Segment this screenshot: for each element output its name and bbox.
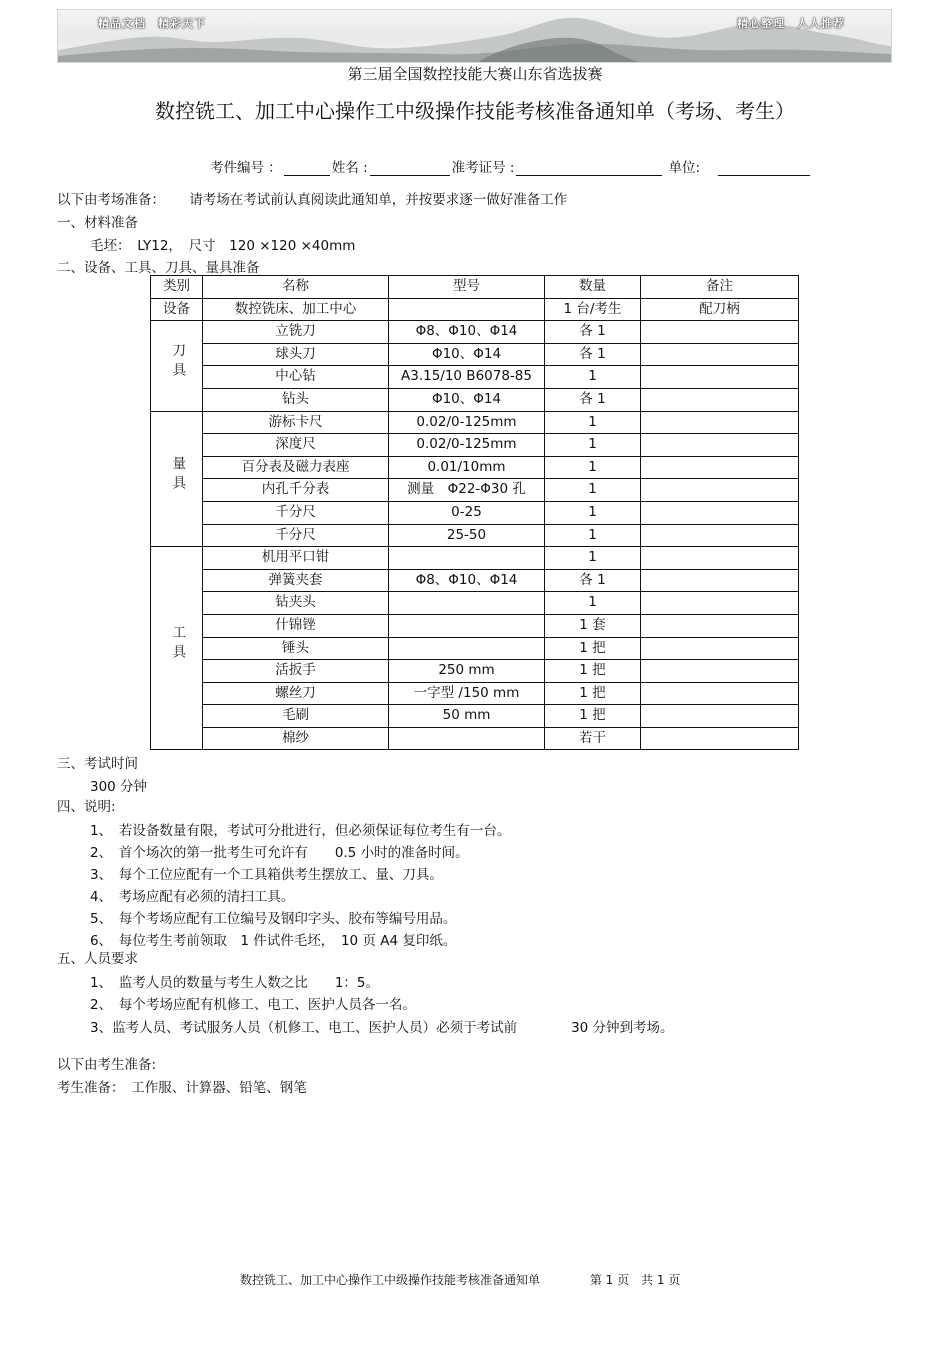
contest-subtitle: 第三届全国数控技能大赛山东省选拔赛: [347, 65, 603, 83]
table-row: [151, 298, 799, 321]
category-label: 工具: [169, 625, 186, 664]
ticket-label: 准考证号 :: [451, 160, 515, 176]
table-header-row: [151, 276, 799, 299]
category-cell-tools: [151, 547, 203, 750]
cell-name: 活扳手: [203, 660, 389, 683]
cell-model: [389, 614, 545, 637]
unit-field[interactable]: [718, 159, 810, 176]
cell-model: Φ8、Φ10、Φ14: [389, 321, 545, 344]
cell-model: 0-25: [389, 501, 545, 524]
cell-qty: 1: [545, 411, 641, 434]
cell-model: [389, 298, 545, 321]
section2-heading: 二、设备、工具、刀具、量具准备: [57, 260, 260, 276]
cell-qty: 1 把: [545, 705, 641, 728]
cell-note: [641, 682, 799, 705]
header-banner: [57, 9, 892, 63]
cell-model: 50 mm: [389, 705, 545, 728]
cell-name: 棉纱: [203, 727, 389, 750]
cell-note: [641, 321, 799, 344]
section5-item-1: 1、 监考人员的数量与考生人数之比 1：5。: [90, 975, 380, 991]
cell-qty: 1: [545, 479, 641, 502]
cell-name: 螺丝刀: [203, 682, 389, 705]
section5-item-3: 3、监考人员、考试服务人员（机修工、电工、医护人员）必须于考试前 30 分钟到考场。: [90, 1020, 674, 1036]
cell-name: 钻夹头: [203, 592, 389, 615]
section1-item: 毛坯： LY12， 尺寸 120 ×120 ×40mm: [90, 238, 356, 254]
category-cell-tools-cutting: [151, 321, 203, 411]
intro-line: [57, 188, 567, 208]
page-footer: [240, 1271, 680, 1288]
cell-qty: 各 1: [545, 569, 641, 592]
section5-heading: 五、人员要求: [57, 951, 138, 967]
cell-note: [641, 343, 799, 366]
table-row: [151, 592, 799, 615]
cell-note: [641, 388, 799, 411]
cell-note: 配刀柄: [641, 298, 799, 321]
candidate-text: 考生准备： 工作服、计算器、铅笔、钢笔: [57, 1080, 307, 1096]
cell-name: 千分尺: [203, 524, 389, 547]
cell-qty: 1: [545, 547, 641, 570]
cell-name: 机用平口钳: [203, 547, 389, 570]
cell-note: [641, 727, 799, 750]
cell-name: 立铣刀: [203, 321, 389, 344]
table-row: [151, 660, 799, 683]
cell-qty: 1 套: [545, 614, 641, 637]
cell-model: 一字型 /150 mm: [389, 682, 545, 705]
cell-qty: 1 把: [545, 682, 641, 705]
cell-qty: 1: [545, 524, 641, 547]
cell-model: [389, 727, 545, 750]
cell-name: 弹簧夹套: [203, 569, 389, 592]
cell-note: [641, 524, 799, 547]
table-row: [151, 479, 799, 502]
cell-name: 毛刷: [203, 705, 389, 728]
cell-model: 测量 Φ22-Φ30 孔: [389, 479, 545, 502]
cell-qty: 1: [545, 434, 641, 457]
section4-item-1: 1、 若设备数量有限，考试可分批进行，但必须保证每位考生有一台。: [90, 823, 511, 839]
cell-note: [641, 366, 799, 389]
part-no-field[interactable]: [284, 159, 330, 176]
header-name: 名称: [203, 276, 389, 299]
cell-note: [641, 479, 799, 502]
table-row: [151, 388, 799, 411]
table-row: [151, 343, 799, 366]
cell-name: 球头刀: [203, 343, 389, 366]
ticket-field[interactable]: [516, 159, 662, 176]
cell-name: 钻头: [203, 388, 389, 411]
table-row: [151, 637, 799, 660]
category-label: 量具: [169, 455, 186, 495]
cell-model: Φ10、Φ14: [389, 343, 545, 366]
table-row: [151, 614, 799, 637]
cell-name: 百分表及磁力表座: [203, 456, 389, 479]
cell-model: Φ8、Φ10、Φ14: [389, 569, 545, 592]
section4-item-3: 3、 每个工位应配有一个工具箱供考生摆放工、量、刀具。: [90, 867, 443, 883]
cell-qty: 1: [545, 366, 641, 389]
cell-model: Φ10、Φ14: [389, 388, 545, 411]
equipment-table: [150, 275, 799, 750]
cell-category: 设备: [151, 298, 203, 321]
cell-model: 0.02/0-125mm: [389, 411, 545, 434]
section1-heading: 一、材料准备: [57, 215, 138, 231]
cell-name: 中心钻: [203, 366, 389, 389]
cell-qty: 1 把: [545, 660, 641, 683]
cell-qty: 1: [545, 592, 641, 615]
cell-model: 0.01/10mm: [389, 456, 545, 479]
table-row: [151, 524, 799, 547]
cell-qty: 各 1: [545, 343, 641, 366]
table-row: [151, 547, 799, 570]
section4-item-6: 6、 每位考生考前领取 1 件试件毛坯， 10 页 A4 复印纸。: [90, 933, 457, 949]
name-field[interactable]: [370, 159, 450, 176]
unit-label: 单位:: [668, 160, 701, 176]
footer-page-number: 第 1 页 共 1 页: [589, 1273, 681, 1287]
header-category: 类别: [151, 276, 203, 299]
cell-note: [641, 614, 799, 637]
cell-note: [641, 705, 799, 728]
header-note: 备注: [641, 276, 799, 299]
section4-item-4: 4、 考场应配有必须的清扫工具。: [90, 889, 295, 905]
cell-model: A3.15/10 B6078-85: [389, 366, 545, 389]
cell-qty: 1: [545, 456, 641, 479]
candidate-info-line: [210, 156, 812, 176]
banner-right-text: 精心整理 人人推荐: [737, 17, 845, 30]
cell-note: [641, 637, 799, 660]
cell-name: 锤头: [203, 637, 389, 660]
cell-note: [641, 501, 799, 524]
cell-model: [389, 637, 545, 660]
cell-note: [641, 411, 799, 434]
cell-qty: 若干: [545, 727, 641, 750]
cell-model: 0.02/0-125mm: [389, 434, 545, 457]
header-qty: 数量: [545, 276, 641, 299]
document-title: 数控铣工、加工中心操作工中级操作技能考核准备通知单（考场、考生）: [155, 99, 795, 123]
cell-name: 深度尺: [203, 434, 389, 457]
intro-label: 以下由考场准备：: [57, 192, 165, 208]
header-model: 型号: [389, 276, 545, 299]
cell-note: [641, 547, 799, 570]
cell-qty: 各 1: [545, 388, 641, 411]
candidate-label: 以下由考生准备:: [57, 1057, 157, 1073]
cell-qty: 1: [545, 501, 641, 524]
intro-text: 请考场在考试前认真阅读此通知单，并按要求逐一做好准备工作: [189, 192, 568, 208]
cell-name: 游标卡尺: [203, 411, 389, 434]
cell-qty: 各 1: [545, 321, 641, 344]
cell-note: [641, 592, 799, 615]
table-row: [151, 411, 799, 434]
table-row: [151, 321, 799, 344]
category-cell-measuring: [151, 411, 203, 547]
category-label: 刀具: [169, 342, 186, 382]
table-row: [151, 456, 799, 479]
table-row: [151, 501, 799, 524]
table-row: [151, 727, 799, 750]
cell-note: [641, 569, 799, 592]
cell-model: 250 mm: [389, 660, 545, 683]
name-label: 姓名 :: [331, 160, 368, 176]
section4-item-2: 2、 首个场次的第一批考生可允许有 0.5 小时的准备时间。: [90, 845, 469, 861]
cell-note: [641, 660, 799, 683]
part-no-label: 考件编号 ：: [210, 160, 282, 176]
cell-name: 内孔千分表: [203, 479, 389, 502]
banner-left-text: 精品文档 精彩天下: [98, 17, 206, 30]
cell-name: 什锦锉: [203, 614, 389, 637]
section5-item-2: 2、 每个考场应配有机修工、电工、医护人员各一名。: [90, 997, 416, 1013]
cell-name: 千分尺: [203, 501, 389, 524]
table-row: [151, 569, 799, 592]
table-row: [151, 366, 799, 389]
cell-qty: 1 把: [545, 637, 641, 660]
table-row: [151, 434, 799, 457]
cell-name: 数控铣床、加工中心: [203, 298, 389, 321]
section3-item: 300 分钟: [90, 779, 148, 795]
section4-item-5: 5、 每个考场应配有工位编号及钢印字头、胶布等编号用品。: [90, 911, 457, 927]
table-row: [151, 682, 799, 705]
cell-model: [389, 592, 545, 615]
cell-note: [641, 434, 799, 457]
cell-note: [641, 456, 799, 479]
footer-doc-title: 数控铣工、加工中心操作工中级操作技能考核准备通知单: [240, 1273, 541, 1287]
cell-model: 25-50: [389, 524, 545, 547]
table-row: [151, 705, 799, 728]
section4-heading: 四、说明:: [57, 799, 116, 815]
section3-heading: 三、考试时间: [57, 756, 138, 772]
cell-qty: 1 台/考生: [545, 298, 641, 321]
cell-model: [389, 547, 545, 570]
